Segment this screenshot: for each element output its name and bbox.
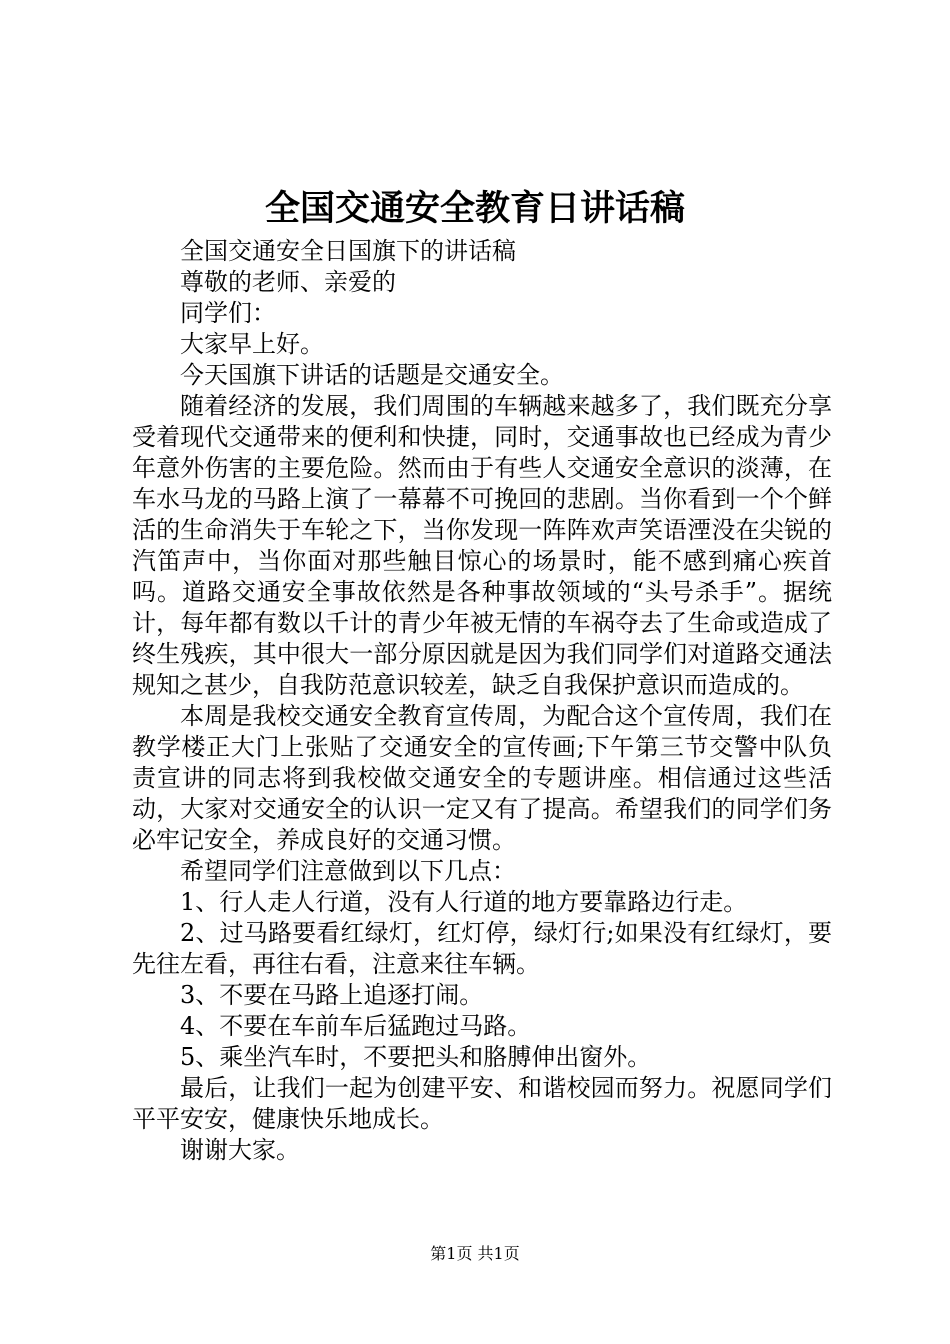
list-item: 2、过马路要看红绿灯，红灯停，绿灯行;如果没有红绿灯，要先往左看，再往右看，注意来往车辆。 xyxy=(132,919,832,978)
list-item: 1、行人走人行道，没有人行道的地方要靠路边行走。 xyxy=(180,888,748,916)
paragraph-greeting: 大家早上好。 xyxy=(180,330,324,358)
list-item: 5、乘坐汽车时，不要把头和胳膊伸出窗外。 xyxy=(180,1043,652,1071)
list-item: 3、不要在马路上追逐打闹。 xyxy=(180,981,484,1009)
document-title: 全国交通安全教育日讲话稿 xyxy=(264,188,685,229)
paragraph-body: 本周是我校交通安全教育宣传周，为配合这个宣传周，我们在教学楼正大门上张贴了交通安全的宣传画;下午第三节交警中队负责宣讲的同志将到我校做交通安全的专题讲座。相信通过这些活动，大家对交通安全的认识一定又有了提高。希望我们的同学们务必牢记安全，养成良好的交通习惯。 xyxy=(132,702,832,854)
paragraph-salutation-cont: 同学们： xyxy=(180,299,276,327)
list-item: 4、不要在车前车后猛跑过马路。 xyxy=(180,1012,532,1040)
document-body xyxy=(132,236,832,1166)
paragraph-body: 随着经济的发展，我们周围的车辆越来越多了，我们既充分享受着现代交通带来的便利和快捷，同时，交通事故也已经成为青少年意外伤害的主要危险。然而由于有些人交通安全意识的淡薄，在车水马龙的马路上演了一幕幕不可挽回的悲剧。当你看到一个个鲜活的生命消失于车轮之下，当你发现一阵阵欢声笑语湮没在尖锐的汽笛声中，当你面对那些触目惊心的场景时，能不感到痛心疾首吗。道路交通安全事故依然是各种事故领域的“头号杀手”。据统计，每年都有数以千计的青少年被无情的车祸夺去了生命或造成了终生残疾，其中很大一部分原因就是因为我们同学们对道路交通法规知之甚少，自我防范意识较差，缺乏自我保护意识而造成的。 xyxy=(132,392,832,699)
paragraph-salutation: 尊敬的老师、亲爱的 xyxy=(180,268,396,296)
paragraph-closing: 最后，让我们一起为创建平安、和谐校园而努力。祝愿同学们平平安安，健康快乐地成长。 xyxy=(132,1074,832,1133)
paragraph-subtitle: 全国交通安全日国旗下的讲话稿 xyxy=(180,237,516,265)
paragraph-topic: 今天国旗下讲话的话题是交通安全。 xyxy=(180,361,564,389)
paragraph-list-intro: 希望同学们注意做到以下几点： xyxy=(180,857,516,885)
page-number-footer: 第1页 共1页 xyxy=(430,1244,520,1263)
paragraph-thanks: 谢谢大家。 xyxy=(180,1136,300,1164)
